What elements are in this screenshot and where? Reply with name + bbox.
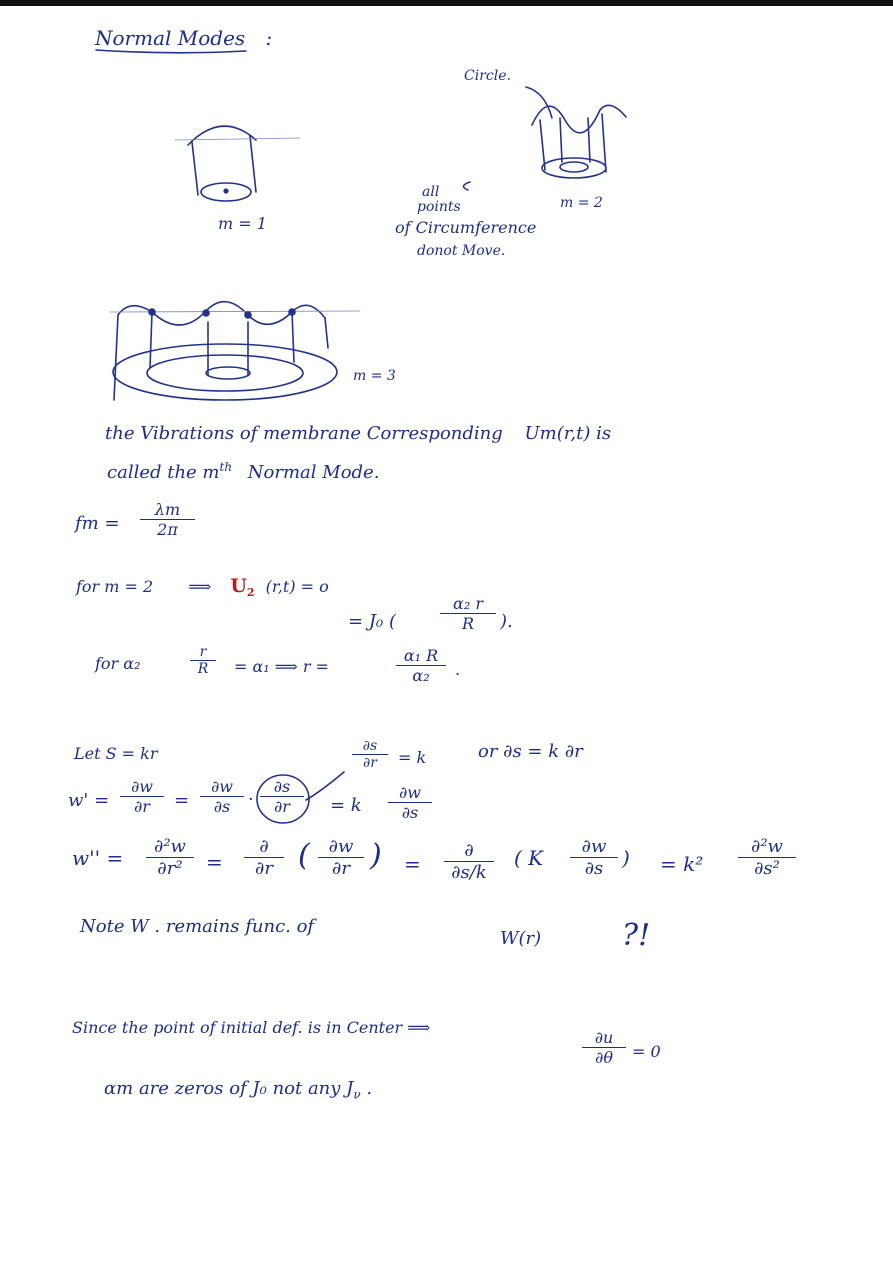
wprime-f4-num: ∂w — [388, 783, 432, 803]
eq-for-frac1-den: R — [197, 661, 209, 677]
paragraph-line2b: Normal Mode. — [247, 462, 380, 483]
label-m2: m = 2 — [560, 195, 603, 211]
label-all: all — [422, 184, 440, 200]
wprime-f4-den: ∂s — [401, 803, 419, 822]
label-circle: Circle. — [464, 68, 511, 84]
eq-fm-lhs: fm = — [75, 513, 120, 534]
let-text: Let S = kr — [74, 744, 158, 763]
note-question: ?! — [622, 918, 651, 953]
eq-m2-num: α₂ r — [440, 594, 496, 614]
eq-for-lhs: for α₂ — [95, 654, 141, 673]
wdouble-lhs: w'' = — [72, 846, 124, 870]
paragraph-line1-text: the Vibrations of membrane Corresponding — [105, 423, 503, 444]
wdouble-frac3 — [318, 836, 364, 879]
alpha-text: αm are zeros of J₀ not any J — [104, 1078, 354, 1099]
eq-m2-arrow: ⟹ — [188, 577, 212, 596]
eq-for-end: . — [455, 660, 461, 679]
wprime-f1-den: ∂r — [134, 797, 150, 816]
since-text: Since the point of initial def. is in Center ⟹ — [72, 1018, 431, 1037]
wdouble-eq3: = k² — [660, 852, 704, 876]
paragraph-line2-text: called the m — [107, 462, 220, 483]
wdouble-f2-den: ∂r — [255, 858, 273, 879]
wdouble-frac2 — [244, 836, 284, 879]
let-or: or ∂s = k ∂r — [478, 741, 583, 762]
label-m1: m = 1 — [218, 214, 267, 233]
wdouble-frac6 — [738, 836, 796, 879]
label-points: points — [417, 199, 461, 215]
eq-for-mid: = α₁ ⟹ r = — [234, 657, 329, 676]
wdouble-f4-den: ∂s/k — [451, 862, 487, 883]
eq-m2-u2: U — [230, 575, 247, 597]
wdouble-f5-num: ∂w — [570, 836, 618, 858]
since-den: ∂θ — [595, 1048, 613, 1067]
wdouble-eq2: = — [404, 852, 421, 876]
label-dont-move: donot Move. — [417, 243, 506, 259]
title-text: Normal Modes — [95, 26, 246, 50]
alpha-line — [104, 1078, 372, 1102]
let-den: ∂r — [363, 755, 377, 771]
eq-for-frac2-den: α₂ — [412, 666, 430, 685]
wdouble-paren1-close: ) — [370, 838, 382, 873]
eq-for-frac1-num: r — [190, 644, 216, 661]
eq-m2-for: for m = 2 — [76, 577, 154, 596]
wprime-f3-den: ∂r — [274, 797, 290, 816]
title-colon: : — [265, 26, 273, 50]
eq-m2-j0: = J₀ ( — [348, 611, 396, 632]
alpha-sub: ν — [353, 1087, 361, 1102]
wprime-f3-num: ∂s — [260, 777, 304, 797]
let-num: ∂s — [352, 738, 388, 755]
let-eq-k: = k — [398, 748, 427, 767]
wprime-f1-num: ∂w — [120, 777, 164, 797]
wprime-eq: = — [174, 790, 190, 811]
since-num: ∂u — [582, 1028, 626, 1048]
wdouble-f6-num: ∂²w — [738, 836, 796, 858]
wprime-eq2: = k — [330, 795, 362, 816]
eq-fm-den: 2π — [157, 520, 178, 539]
wdouble-frac5 — [570, 836, 618, 879]
wprime-f2-den: ∂s — [213, 797, 231, 816]
eq-for-frac2-num: α₁ R — [396, 646, 446, 666]
wdouble-frac1 — [146, 836, 194, 879]
eq-fm-num: λm — [140, 500, 195, 520]
eq-m2-close: ). — [500, 611, 513, 632]
wdouble-paren2: ( K — [514, 846, 544, 870]
wdouble-f3-num: ∂w — [318, 836, 364, 858]
wdouble-f3-den: ∂r — [332, 858, 350, 879]
note-text: Note W . remains func. of — [80, 916, 315, 937]
paragraph-um: Um(r,t) is — [524, 423, 612, 444]
wdouble-f2-num: ∂ — [244, 836, 284, 858]
eq-m2-den: R — [461, 614, 475, 633]
wdouble-f4-num: ∂ — [444, 840, 494, 862]
wprime-dot: · — [248, 789, 254, 810]
paragraph-sup: th — [219, 460, 233, 474]
wdouble-paren1: ( — [298, 838, 310, 873]
wprime-f2-num: ∂w — [200, 777, 244, 797]
label-m3: m = 3 — [353, 368, 396, 384]
wprime-frac4 — [388, 783, 432, 822]
wdouble-f5-den: ∂s — [584, 858, 604, 879]
since-eq: = 0 — [632, 1042, 661, 1061]
note-wr: W(r) — [500, 928, 542, 949]
label-circumference: of Circumference — [395, 218, 537, 237]
wdouble-paren2-close: ) — [622, 846, 630, 870]
wdouble-f6-den: ∂s² — [754, 858, 780, 879]
wdouble-frac4 — [444, 840, 494, 883]
wprime-lhs: w' = — [68, 790, 110, 811]
since-fraction — [582, 1028, 626, 1067]
wdouble-f1-num: ∂²w — [146, 836, 194, 858]
wdouble-eq1: = — [206, 850, 223, 874]
eq-m2-u2-sub: 2 — [246, 586, 255, 600]
wdouble-f1-den: ∂r² — [157, 858, 183, 879]
alpha-end: . — [366, 1078, 373, 1099]
eq-m2-args: (r,t) = o — [265, 577, 329, 596]
